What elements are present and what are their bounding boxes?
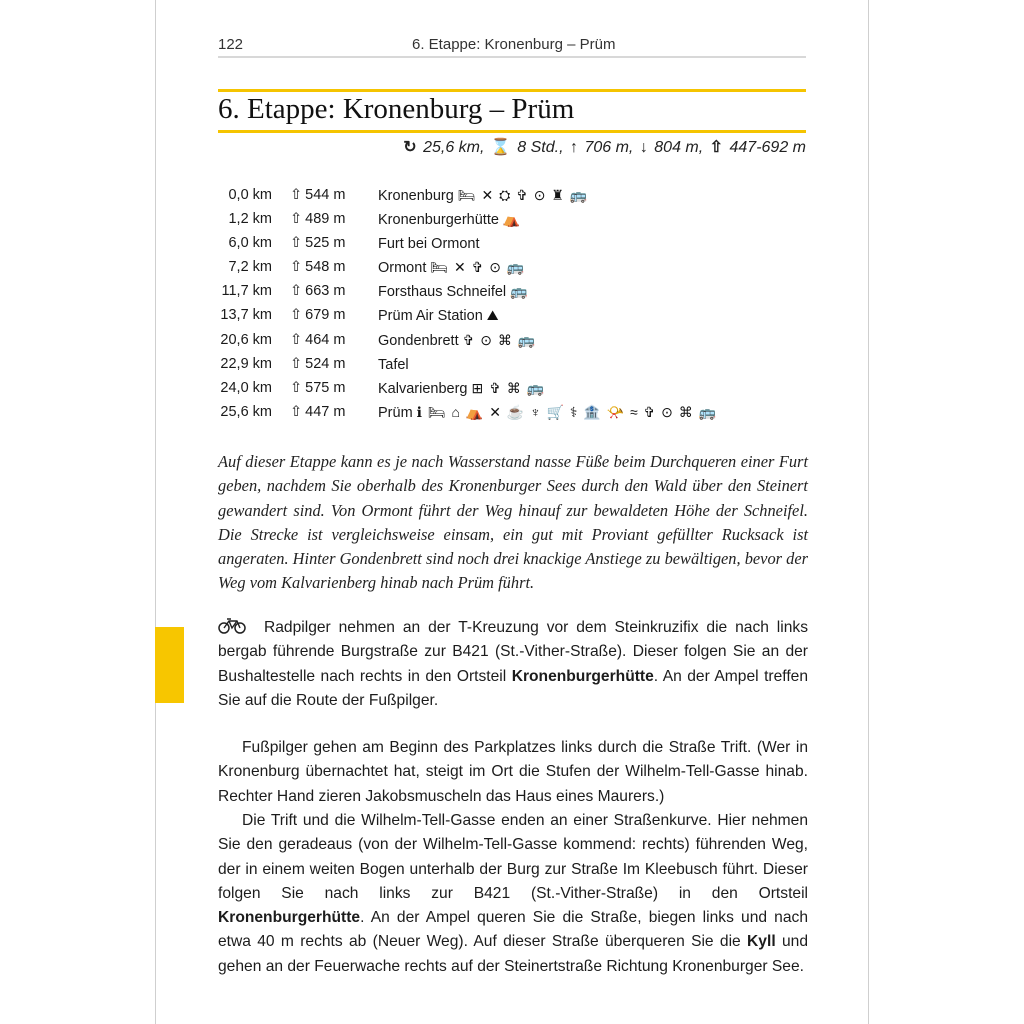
waypoint-row (218, 400, 808, 424)
facility-icons: 🚌 (510, 283, 529, 300)
waypoint-altitude: ⇧ 525 m (290, 235, 346, 252)
arrow-up-icon: ↑ (569, 139, 578, 156)
elevation-icon: ⇧ (290, 355, 303, 372)
waypoint-name: Forsthaus Schneifel 🚌 (378, 283, 529, 301)
waypoint-row (218, 352, 808, 376)
waypoint-altitude: ⇧ 447 m (290, 403, 346, 420)
waypoint-row (218, 279, 808, 303)
stat-time: 8 Std., (517, 139, 564, 156)
elevation-icon: ⇧ (290, 235, 303, 252)
elevation-icon: ⇧ (290, 379, 303, 396)
distance-icon: ↻ (403, 139, 417, 156)
waypoint-km: 6,0 km (228, 235, 272, 252)
waypoint-name: Prüm ℹ 🛏 ⌂ ⛺ ✕ ☕ ♆ 🛒 ⚕ 🏦 📯 ≈ ✞ ⊙ ⌘ 🚌 (378, 403, 718, 421)
facility-icons: ⛺ (502, 211, 522, 228)
bicycle-icon (218, 618, 246, 634)
facility-icons: ℹ 🛏 ⌂ ⛺ ✕ ☕ ♆ 🛒 ⚕ 🏦 📯 ≈ ✞ ⊙ ⌘ 🚌 (416, 403, 718, 420)
waypoint-name: Kronenburgerhütte ⛺ (378, 211, 522, 229)
waypoint-row (218, 376, 808, 400)
facility-icons: 🛏 ✕ ⛭ ✞ ⊙ ♜ 🚌 (457, 187, 589, 203)
running-title: 6. Etappe: Kronenburg – Prüm (412, 36, 616, 53)
waypoint-km: 1,2 km (228, 211, 272, 228)
waypoint-altitude: ⇧ 575 m (290, 379, 346, 396)
hourglass-icon: ⌛ (490, 139, 511, 156)
facility-icons: ✞ ⊙ ⌘ 🚌 (462, 331, 537, 348)
waypoint-altitude: ⇧ 679 m (290, 307, 346, 324)
title-rule-bottom (218, 130, 806, 133)
waypoint-km: 11,7 km (221, 283, 272, 300)
stat-descent: 804 m, (654, 139, 704, 156)
waypoint-altitude: ⇧ 489 m (290, 211, 346, 228)
elevation-icon: ⇧ (290, 307, 303, 324)
arrow-down-icon: ↓ (639, 139, 648, 156)
waypoint-table (218, 183, 808, 424)
facility-icons: ⊞ ✞ ⌘ 🚌 (471, 379, 546, 396)
place-name: Kronenburgerhütte (218, 909, 361, 927)
waypoint-altitude: ⇧ 663 m (290, 283, 346, 300)
waypoint-row (218, 231, 808, 255)
waypoint-altitude: ⇧ 544 m (290, 187, 346, 203)
waypoint-km: 7,2 km (228, 259, 272, 276)
running-head (218, 34, 806, 58)
waypoint-name: Kronenburg 🛏 ✕ ⛭ ✞ ⊙ ♜ 🚌 (378, 187, 589, 204)
place-name: Kronenburgerhütte (511, 667, 654, 685)
waypoint-row (218, 255, 808, 279)
waypoint-name: Prüm Air Station ⛰ (378, 307, 500, 325)
elevation-icon: ⇧ (290, 187, 303, 203)
page-number: 122 (218, 36, 244, 53)
waypoint-row (218, 207, 808, 231)
waypoint-altitude: ⇧ 548 m (290, 259, 346, 276)
waypoint-altitude: ⇧ 524 m (290, 355, 346, 372)
facility-icons: 🛏 ✕ ✞ ⊙ 🚌 (430, 259, 526, 276)
elevation-icon: ⇧ (290, 331, 303, 348)
waypoint-altitude: ⇧ 464 m (290, 331, 346, 348)
waypoint-km: 22,9 km (220, 355, 272, 372)
waypoint-name: Furt bei Ormont (378, 236, 480, 253)
chapter-side-tab (155, 627, 184, 703)
waypoint-km: 20,6 km (220, 331, 272, 348)
stat-ascent: 706 m, (584, 139, 634, 156)
walk-route-paragraph-2: Die Trift und die Wilhelm-Tell-Gasse enden an einer Straßenkurve. Hier nehmen Sie den geradeaus (von der Wilhelm-Tell-Gasse kommend: rechts) führenden Weg, der in einem weiten Bogen unterhalb der Burg zur Straße Im Kleebusch führt. Dieser folgen Sie nach links zur B421 (St.-Vither-Straße) in den Ortsteil Kronenburgerhütte. An der Ampel queren Sie die Straße, biegen links und nach etwa 40 m rechts ab (Neuer Weg). Auf dieser Straße überqueren Sie die Kyll und gehen an der Feuerwache rechts auf der Steinertstraße Richtung Kronenburger See. (218, 812, 808, 975)
stage-stats (401, 137, 806, 157)
waypoint-km: 25,6 km (220, 403, 272, 420)
waypoint-row (218, 328, 808, 352)
stage-intro: Auf dieser Etappe kann es je nach Wasserstand nasse Füße beim Durchqueren einer Furt geben, nachdem Sie oberhalb des Kronenburger Sees durch den Wald über den Steinert gewandert sind. Von Ormont führt der Weg hinauf zur bewaldeten Höhe der Schneifel. Die Strecke ist vergleichsweise einsam, ein gut mit Proviant gefüllter Rucksack ist angeraten. Hinter Gondenbrett sind noch drei knackige Anstiege zu bewältigen, bevor der Weg vom Kalvarienberg hinab nach Prüm führt. (218, 452, 808, 593)
waypoint-name: Kalvarienberg ⊞ ✞ ⌘ 🚌 (378, 379, 546, 397)
waypoint-km: 24,0 km (220, 379, 272, 396)
elevation-icon: ⇧ (290, 259, 303, 276)
elevation-icon: ⇧ (290, 283, 303, 300)
stat-elevation: 447-692 m (729, 139, 806, 156)
elevation-icon: ⇧ (290, 211, 303, 228)
waypoint-row (218, 183, 808, 207)
waypoint-row (218, 303, 808, 327)
waypoint-km: 0,0 km (228, 187, 272, 203)
page-title: 6. Etappe: Kronenburg – Prüm (218, 93, 575, 125)
waypoint-name: Gondenbrett ✞ ⊙ ⌘ 🚌 (378, 331, 537, 349)
bike-route-paragraph: Radpilger nehmen an der T-Kreuzung vor dem Steinkruzifix die nach links bergab führende Burgstraße zur B421 (St.-Vither-Straße). Dieser folgen Sie an der Bushaltestelle nach rechts in den Ortsteil Kronenburgerhütte. An der Ampel treffen Sie auf die Route der Fußpilger. (218, 619, 808, 709)
facility-icons: ⛰ (486, 307, 500, 324)
waypoint-km: 13,7 km (220, 307, 272, 324)
waypoint-name: Ormont 🛏 ✕ ✞ ⊙ 🚌 (378, 259, 526, 277)
stat-distance: 25,6 km, (423, 139, 485, 156)
river-name: Kyll (747, 933, 776, 951)
elevation-icon: ⇧ (709, 139, 724, 156)
elevation-icon: ⇧ (290, 403, 303, 420)
waypoint-name: Tafel (378, 356, 409, 373)
walk-route-paragraph-1: Fußpilger gehen am Beginn des Parkplatzes links durch die Straße Trift. (Wer in Kronenburg übernachtet hat, steigt im Ort die Stufen der Wilhelm-Tell-Gasse hinab. Rechter Hand zieren Jakobsmuscheln das Haus eines Maurers.) (218, 739, 808, 805)
